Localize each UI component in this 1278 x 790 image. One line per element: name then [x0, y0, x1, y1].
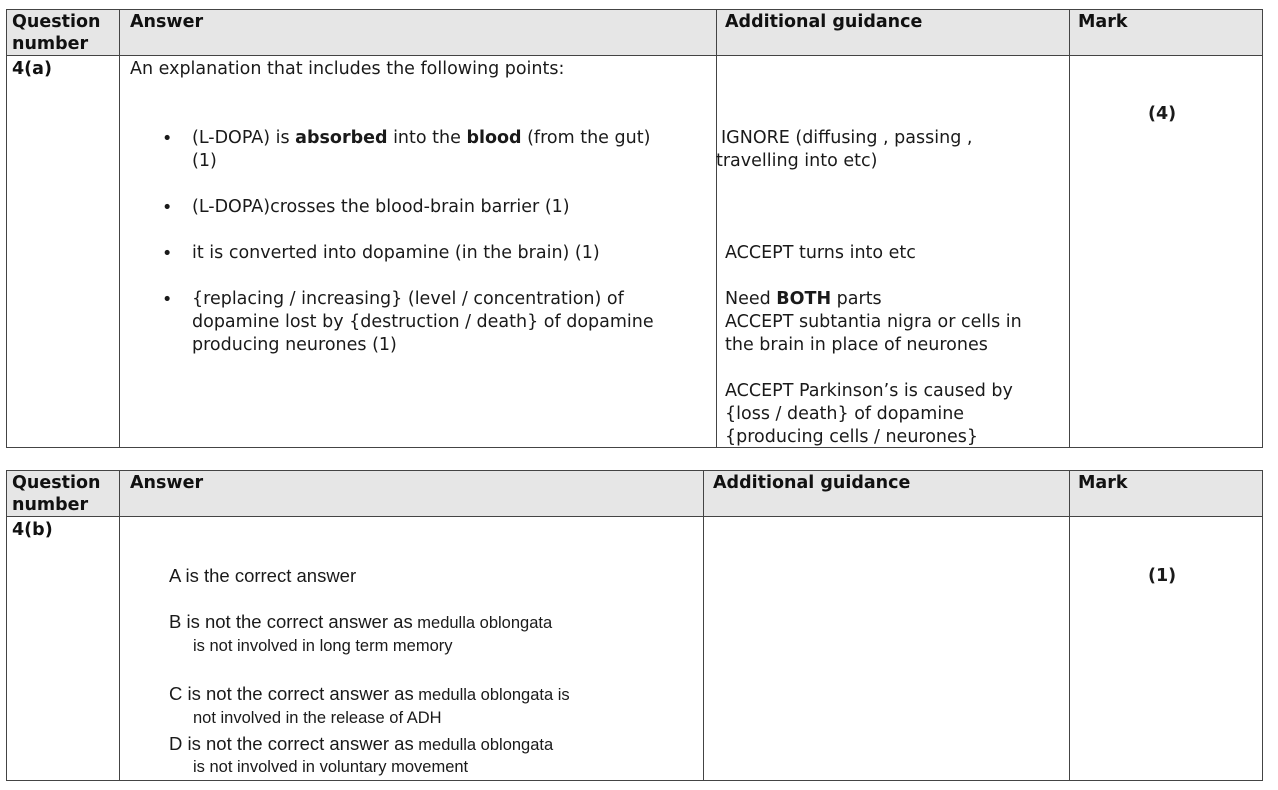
option-d-detail: is not involved in voluntary movement [193, 758, 469, 776]
answer-point-mark: (1) [192, 151, 217, 171]
bullet-icon: • [162, 290, 173, 310]
answer-point: dopamine lost by {destruction / death} of dopamine [192, 312, 654, 332]
answer-point: producing neurones (1) [192, 335, 397, 355]
header-mark: Mark [1078, 473, 1128, 493]
answer-point: (L-DOPA) is absorbed into the blood (from the gut) [192, 128, 651, 148]
header-answer: Answer [130, 473, 204, 493]
guidance-accept-parkinsons: ACCEPT Parkinson’s is caused by [725, 381, 1013, 401]
header-answer: Answer [130, 12, 204, 32]
answer-point: it is converted into dopamine (in the brain) (1) [192, 243, 600, 263]
option-a: A is the correct answer [169, 565, 357, 586]
option-d: D is not the correct answer as medulla oblongata [169, 733, 554, 754]
question-number: 4(b) [12, 520, 53, 540]
guidance-need-both: Need BOTH parts [725, 289, 882, 309]
option-c-detail: not involved in the release of ADH [193, 709, 442, 727]
bullet-icon: • [162, 198, 173, 218]
column-divider [704, 471, 1070, 780]
guidance-accept-turns: ACCEPT turns into etc [725, 243, 916, 263]
header-question-number: Question number [12, 473, 101, 515]
mark-value: (4) [1148, 104, 1177, 124]
header-mark: Mark [1078, 12, 1128, 32]
option-b: B is not the correct answer as medulla oblongata [169, 611, 553, 632]
answer-point: (L-DOPA)crosses the blood-brain barrier (1) [192, 197, 570, 217]
bullet-icon: • [162, 244, 173, 264]
option-c: C is not the correct answer as medulla oblongata is [169, 683, 570, 704]
guidance-accept-parkinsons: {loss / death} of dopamine [725, 404, 965, 424]
answer-point: {replacing / increasing} (level / concentration) of [192, 289, 624, 309]
guidance-accept-substantia: the brain in place of neurones [725, 335, 988, 355]
guidance-ignore: travelling into etc) [716, 151, 878, 171]
header-additional-guidance: Additional guidance [713, 473, 911, 493]
mark-value: (1) [1148, 566, 1177, 586]
guidance-accept-parkinsons: {producing cells / neurones} [725, 427, 979, 447]
mark-scheme-table-4a [6, 9, 1263, 448]
column-divider [7, 471, 120, 780]
bullet-icon: • [162, 129, 173, 149]
option-b-detail: is not involved in long term memory [193, 637, 453, 655]
guidance-ignore: IGNORE (diffusing , passing , [721, 128, 973, 148]
mark-scheme-table-4b [6, 470, 1263, 781]
header-additional-guidance: Additional guidance [725, 12, 923, 32]
answer-intro: An explanation that includes the following points: [130, 59, 565, 79]
question-number: 4(a) [12, 59, 52, 79]
header-question-number: Question number [12, 12, 101, 54]
guidance-accept-substantia: ACCEPT subtantia nigra or cells in [725, 312, 1022, 332]
